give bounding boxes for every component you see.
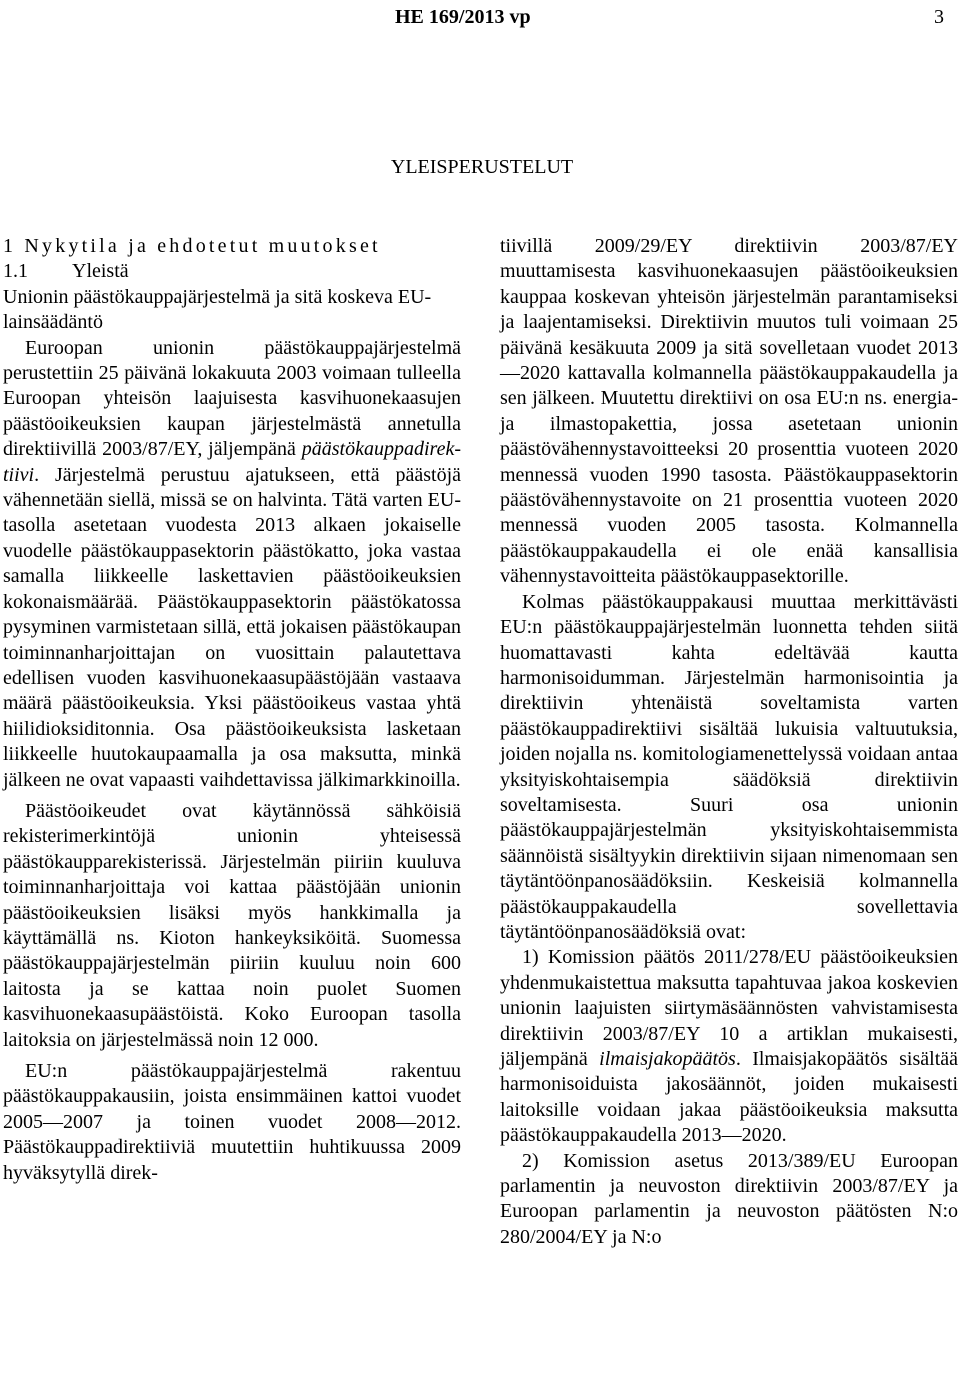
heading-level-3: Unionin päästökauppajärjestelmä ja sitä koskeva EU-lainsäädäntö xyxy=(3,285,432,334)
paragraph-text: . Ilmaisjakopäätös sisältää harmonisoiduista jakosäännöt, joiden mukaisesti laitoksille voidaan jakaa päästöoikeuksia maksutta päästökauppakaudella 2013—2020. xyxy=(500,1048,958,1147)
section-title xyxy=(0,156,960,179)
defined-term: ilmaisjakopäätös xyxy=(599,1048,736,1070)
heading-number: 1.1 xyxy=(3,260,28,283)
paragraph xyxy=(3,336,461,793)
paragraph: tiivillä 2009/29/EY direktiivin 2003/87/EY muuttamisesta kasvihuonekaasujen päästöoikeuksien kauppaa koskevan yhteisön järjestelmän parantamiseksi ja laajentamiseksi. Direktiivin muutos tuli voimaan 25 päivänä kesäkuuta 2009 ja sitä sovelletaan vuodet 2013—2020 kattavalla kolmannella päästökauppakaudella ja sen jälkeen. Muutettu direktiivi on osa EU:n ns. energia- ja ilmastopakettia, jossa asetetaan unionin päästövähennystavoitteeksi 20 prosenttia vuoteen 2020 mennessä vuoden 1990 tasosta. Päästökauppasektorin päästövähennystavoite on 21 prosenttia vuoteen 2020 mennessä vuoden 2005 tasosta. Kolmannella päästökauppakaudella ei ole enää kansallisia vähennystavoitteita päästökauppasektorille. xyxy=(500,235,958,588)
paragraph-text: Euroopan unionin päästökauppajärjestelmä perustettiin 25 päivänä lokakuuta 2003 voimaan tulleella Euroopan yhteisön laajuisesta kasvihuonekaasujen päästöoikeuksien kaupan järjestelmästä annetulla direktiivillä 2003/87/EY, jäljempänä xyxy=(3,336,461,461)
list-item xyxy=(500,945,958,1148)
right-column xyxy=(500,234,958,1250)
left-column xyxy=(3,234,461,1186)
page-number: 3 xyxy=(934,6,944,28)
heading-text: Yleistä xyxy=(72,260,129,283)
heading-level-2 xyxy=(3,259,461,284)
document-id: HE 169/2013 vp xyxy=(395,6,531,28)
paragraph: Kolmas päästökauppakausi muuttaa merkittävästi EU:n päästökauppajärjestelmän luonnetta tehden siitä huomattavasti kahta edeltävää kautta harmonisoidumman. Järjestelmän harmonisointia ja direktiivin yhtenäistä soveltamista varten päästökauppadirektiivi sisältää lukuisia valtuutuksia, joiden nojalla ns. komitologiamenettelyssä voidaan antaa yksityiskohtaisempia säädöksiä direktiivin soveltamisesta. Suuri osa unionin päästökauppajärjestelmän yksityiskohtaisemmista säännöistä sisältyykin direktiivin sijaan nimenomaan sen täytäntöönpanosäädöksiin. Keskeisiä kolmannella päästökauppakaudella sovellettavia täytäntöönpanosäädöksiä ovat: xyxy=(500,590,958,943)
paragraph: Päästöoikeudet ovat käytännössä sähköisiä rekisterimerkintöjä unionin yhteisessä päästökaupparekisterissä. Järjestelmän piiriin kuuluva toiminnanharjoittaja voi kattaa päästöjään unionin päästöoikeuksien lisäksi myös hankkimalla ja käyttämällä ns. Kioton hankeyksiköitä. Suomessa päästökauppajärjestelmän piiriin kuuluu noin 600 laitosta ja se kattaa noin puolet Suomen kasvihuonekaasupäästöistä. Koko Euroopan tasolla laitoksia on järjestelmässä noin 12 000. xyxy=(3,799,461,1051)
defined-term: päästökauppadirektiivi xyxy=(3,438,461,486)
heading-level-1: 1 Nykytila ja ehdotetut muutokset xyxy=(3,235,381,257)
paragraph: EU:n päästökauppajärjestelmä rakentuu päästökauppakausiin, joista ensimmäinen kattoi vuodet 2005—2007 ja toinen vuodet 2008—2012. Päästökauppadirektiiviä muutettiin huhtikuussa 2009 hyväksytyllä direk- xyxy=(3,1060,461,1184)
section-title-text: YLEISPERUSTELUT xyxy=(390,156,574,178)
list-item: 2) Komission asetus 2013/389/EU Euroopan parlamentin ja neuvoston direktiivin 2003/87/EY ja Euroopan parlamentin ja neuvoston päätösten N:o 280/2004/EY ja N:o xyxy=(500,1149,958,1248)
paragraph-text: . Järjestelmä perustuu ajatukseen, että päästöjä vähennetään siellä, missä se on halvinta. Tätä varten EU-tasolla asetetaan vuodesta 2013 alkaen jokaiselle vuodelle päästökauppasektorin päästökatto, joka vastaa samalla liikkeelle laskettavien päästöoikeuksien kokonaismäärää. Päästökauppasektorin päästökatossa pysyminen varmistetaan sillä, että jokaisen päästökaupan toiminnanharjoittajan on vuosittain palautettava edellisen vuoden kasvihuonekaasupäästöjään vastaava määrä päästöoikeuksia. Yksi päästöoikeus vastaa yhtä hiilidioksiditonnia. Osa päästöoikeuksista lasketaan liikkeelle huutokaupaamalla ja osa maksutta, minkä jälkeen ne ovat vapaasti vaihdettavissa jälkimarkkinoilla. xyxy=(3,463,461,791)
paragraph-text: 1) Komission päätös 2011/278/EU päästöoikeuksien yhdenmukaistettua maksutta tapahtuvaa jakoa koskevien unionin laajuisten siirtymäsäännösten vahvistamisesta direktiivin 2003/87/EY 10 a artiklan mukaisesti, jäljempänä xyxy=(500,946,958,1070)
page-header xyxy=(0,6,960,36)
